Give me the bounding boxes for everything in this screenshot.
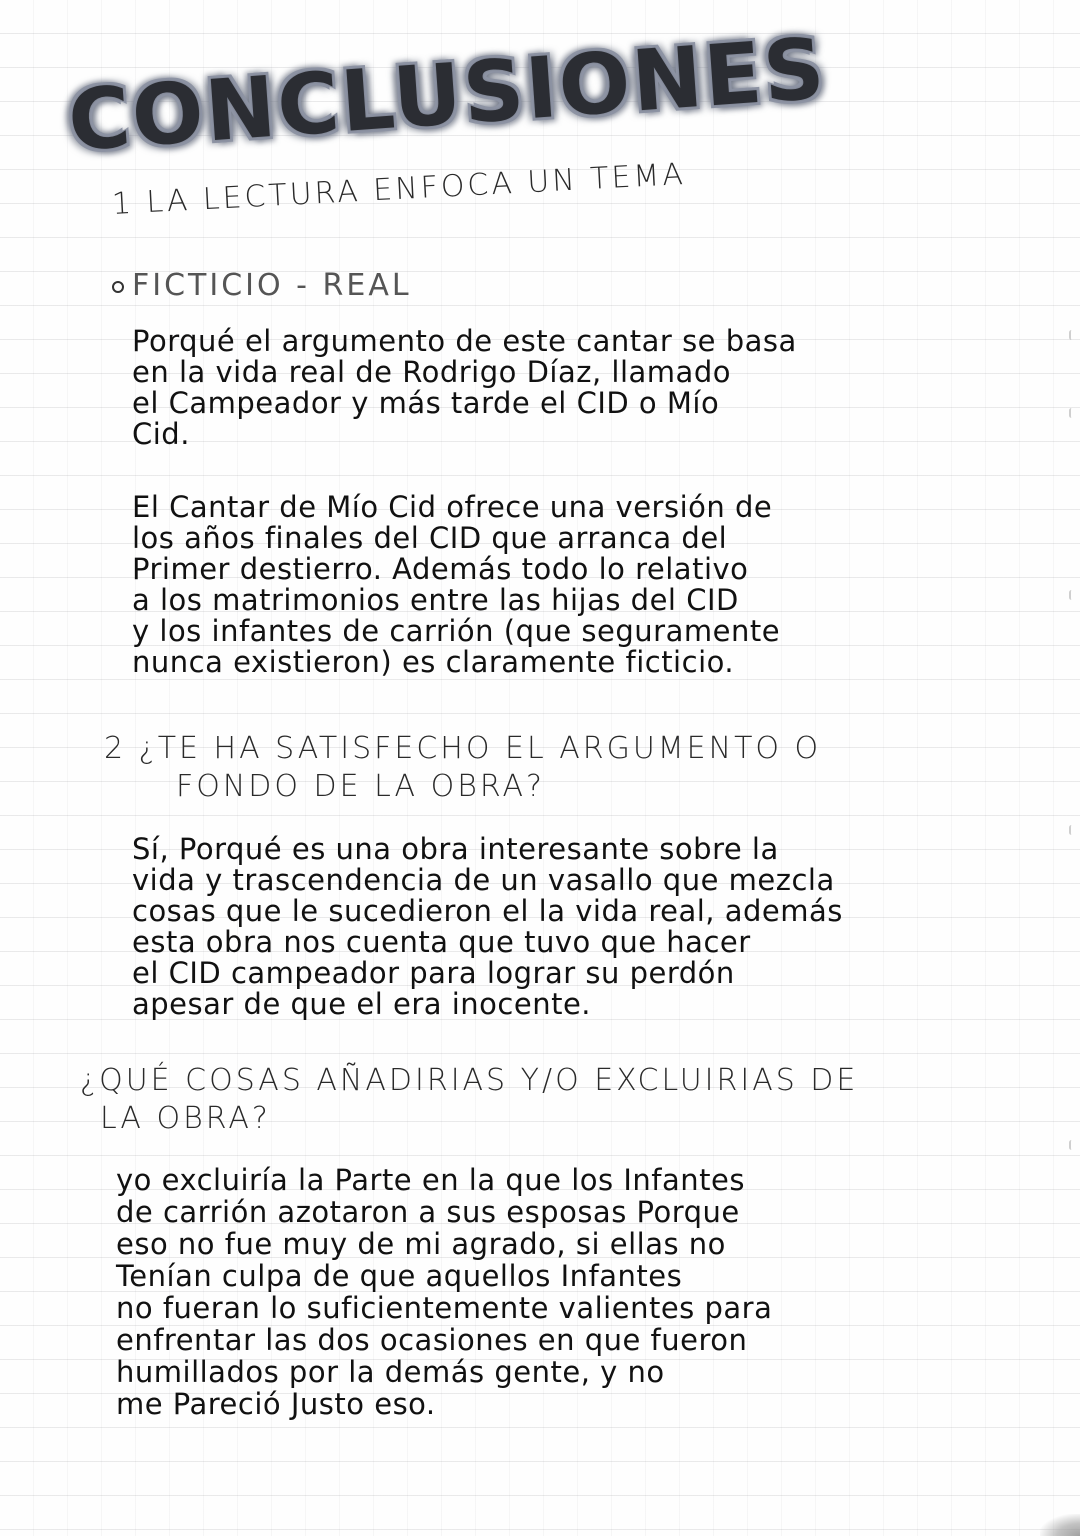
text-line: nunca existieron) es claramente ficticio. [132, 645, 735, 679]
section-3-heading [80, 1062, 858, 1138]
text-line: eso no fue muy de mi agrado, si ellas no [116, 1227, 726, 1261]
bullet-dot-icon [112, 281, 124, 293]
paper-edge-mark [1069, 408, 1074, 418]
text-line: cosas que le sucedieron el la vida real, además [132, 894, 843, 928]
text-line: apesar de que el era inocente. [132, 987, 592, 1021]
text-line: enfrentar las dos ocasiones en que fueron [116, 1323, 748, 1357]
text-line: Porqué el argumento de este cantar se basa [132, 324, 797, 358]
text-line: el Campeador y más tarde el CID o Mío [132, 386, 720, 420]
page-corner-smudge [1040, 1514, 1080, 1536]
heading-line: ¿QUÉ COSAS AÑADIRIAS Y/O EXCLUIRIAS DE [80, 1063, 859, 1098]
text-line: Cid. [132, 417, 190, 451]
paper-edge-mark [1069, 1140, 1074, 1150]
section-3-paragraph [116, 1164, 772, 1420]
text-line: el CID campeador para lograr su perdón [132, 956, 735, 990]
text-line: me Pareció Justo eso. [116, 1387, 436, 1421]
text-line: yo excluiría la Parte en la que los Infantes [116, 1163, 745, 1197]
paper-edge-mark [1069, 825, 1074, 835]
text-line: Primer destierro. Además todo lo relativo [132, 552, 749, 586]
heading-line: 2 ¿TE HA SATISFECHO EL ARGUMENTO O [104, 731, 822, 766]
text-line: a los matrimonios entre las hijas del CID [132, 583, 739, 617]
section-1-heading: 1 LA LECTURA ENFOCA UN TEMA [111, 156, 687, 222]
text-line: vida y trascendencia de un vasallo que mezcla [132, 863, 835, 897]
paper-edge-mark [1069, 590, 1074, 600]
text-line: Tenían culpa de que aquellos Infantes [116, 1259, 683, 1293]
page-title: CONCLUSIONES [65, 19, 830, 171]
section-1-bullet [112, 268, 412, 303]
heading-line: FONDO DE LA OBRA? [176, 769, 545, 804]
text-line: El Cantar de Mío Cid ofrece una versión de [132, 490, 773, 524]
text-line: de carrión azotaron a sus esposas Porque [116, 1195, 740, 1229]
text-line: Sí, Porqué es una obra interesante sobre la [132, 832, 779, 866]
text-line: en la vida real de Rodrigo Díaz, llamado [132, 355, 731, 389]
paper-edge-mark [1069, 330, 1074, 340]
section-2-paragraph [132, 834, 843, 1020]
section-2-heading [104, 730, 821, 806]
text-line: y los infantes de carrión (que seguramente [132, 614, 781, 648]
text-line: esta obra nos cuenta que tuvo que hacer [132, 925, 751, 959]
text-line: los años finales del CID que arranca del [132, 521, 728, 555]
bullet-text: FICTICIO - REAL [132, 268, 412, 303]
heading-line: LA OBRA? [100, 1101, 271, 1136]
section-1-paragraph-1 [132, 326, 797, 450]
text-line: humillados por la demás gente, y no [116, 1355, 665, 1389]
section-1-paragraph-2 [132, 492, 780, 678]
text-line: no fueran lo suficientemente valientes para [116, 1291, 773, 1325]
